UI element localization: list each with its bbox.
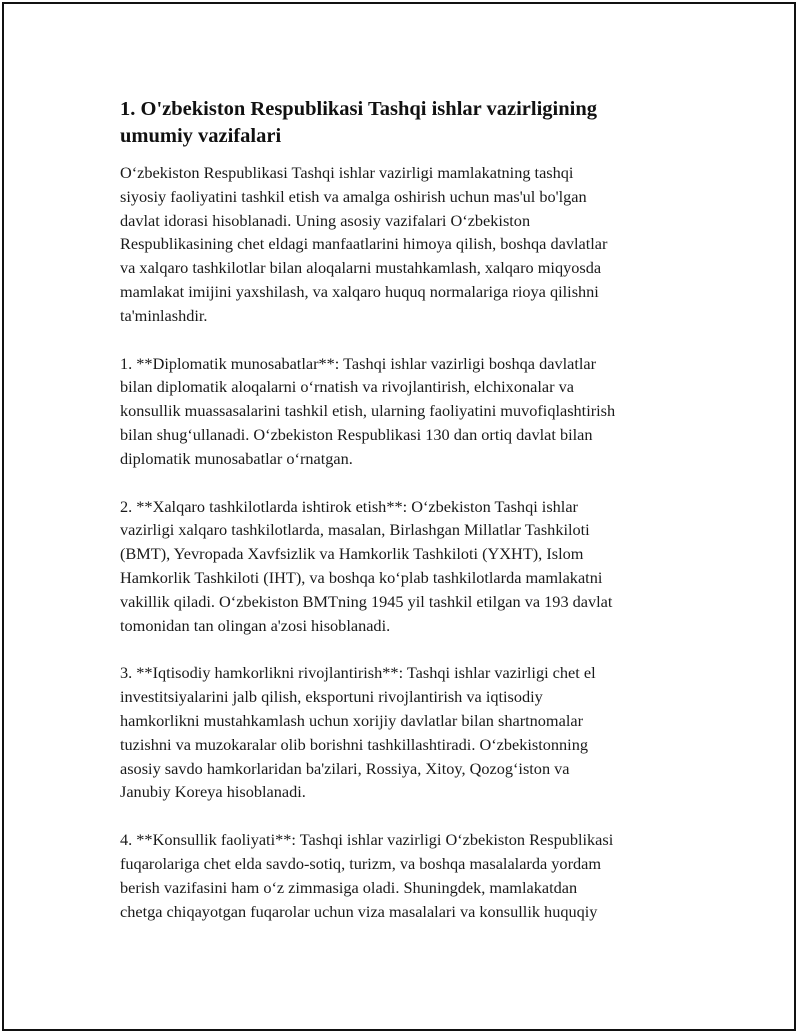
paragraph-consular-activity: 4. **Konsullik faoliyati**: Tashqi ishlar vazirligi O‘zbekiston Respublikasi fuqarolariga chet elda savdo-sotiq, turizm, va boshqa masalalarda yordam berish vazifasini ham o‘z zimmasiga oladi. Shuningdek, mamlakatdan chetga chiqayotgan fuqarolar uchun viza masalalari va konsullik huquqiy <box>120 830 614 921</box>
intro-paragraph: O‘zbekiston Respublikasi Tashqi ishlar vazirligi mamlakatning tashqi siyosiy faoliyatini tashkil etish va amalga oshirish uchun mas'ul bo'lgan davlat idorasi hisoblanadi. Uning asosiy vazifalari O‘zbekiston Respublikasining chet eldagi manfaatlarini himoya qilish, boshqa davlatlar va xalqaro tashkilotlar bilan aloqalarni mustahkamlash, xalqaro miqyosda mamlakat imijini yaxshilash, va xalqaro huquq normalariga rioya qilishni ta'minlashdir. <box>120 163 608 325</box>
document-body <box>120 96 690 947</box>
document-page <box>2 2 796 1031</box>
section-heading: 1. O'zbekiston Respublikasi Tashqi ishlar vazirligining umumiy vazifalari <box>120 98 597 147</box>
paragraph-economic-cooperation: 3. **Iqtisodiy hamkorlikni rivojlantirish**: Tashqi ishlar vazirligi chet el investitsiyalarini jalb qilish, eksportuni rivojlantirish va iqtisodiy hamkorlikni mustahkamlash uchun xorijiy davlatlar bilan shartnomalar tuzishni va muzokaralar olib borishni tashkillashtiradi. O‘zbekistonning asosiy savdo hamkorlaridan ba'zilari, Rossiya, Xitoy, Qozog‘iston va Janubiy Koreya hisoblanadi. <box>120 663 596 802</box>
paragraph-diplomatic-relations: 1. **Diplomatik munosabatlar**: Tashqi ishlar vazirligi boshqa davlatlar bilan diplomatik aloqalarni o‘rnatish va rivojlantirish, elchixonalar va konsullik muassasalarini tashkil etish, ularning faoliyatini muvofiqlashtirish bilan shug‘ullanadi. O‘zbekiston Respublikasi 130 dan ortiq davlat bilan diplomatik munosabatlar o‘rnatgan. <box>120 353 616 468</box>
paragraph-international-organizations: 2. **Xalqaro tashkilotlarda ishtirok etish**: O‘zbekiston Tashqi ishlar vazirligi xalqaro tashkilotlarda, masalan, Birlashgan Millatlar Tashkiloti (BMT), Yevropada Xavfsizlik va Hamkorlik Tashkiloti (YXHT), Islom Hamkorlik Tashkiloti (IHT), va boshqa ko‘plab tashkilotlarda mamlakatni vakillik qiladi. O‘zbekiston BMTning 1945 yil tashkil etilgan va 193 davlat tomonidan tan olingan a'zosi hisoblanadi. <box>120 496 613 635</box>
